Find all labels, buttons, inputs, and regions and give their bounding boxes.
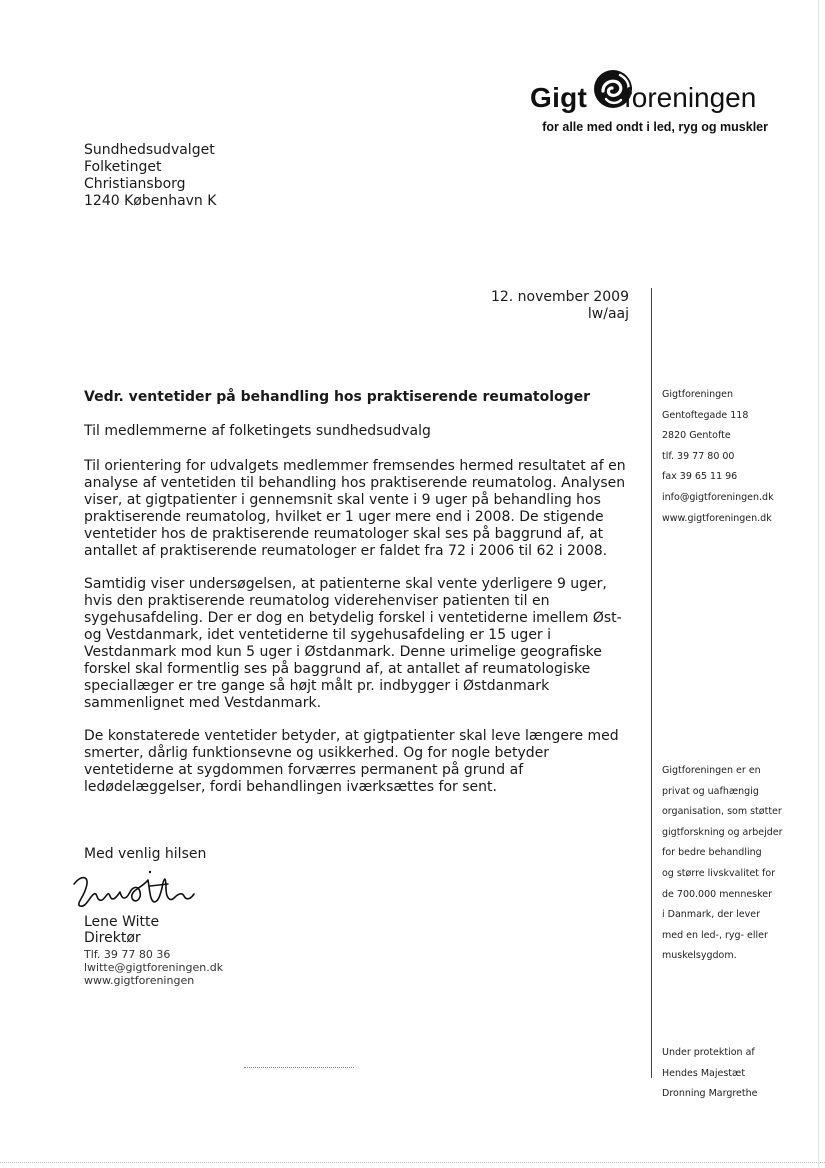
signer-name: Lene Witte xyxy=(84,914,160,930)
paragraph-line: analyse af ventetiden til behandling hos praktiserende reumatolog. Analysen xyxy=(84,475,626,491)
signer-web: www.gigtforeningen xyxy=(84,974,195,987)
sidebar-about-line: privat og uafhængig xyxy=(662,785,759,797)
sidebar-about-line: for bedre behandling xyxy=(662,847,762,859)
scan-edge-line xyxy=(0,1162,825,1163)
sidebar-divider xyxy=(651,288,652,1078)
sidebar-contact-line: fax 39 65 11 96 xyxy=(662,471,738,483)
signer-contact xyxy=(84,948,223,987)
paragraph-line: ledødelæggelser, fordi behandlingen iværksættes for sent. xyxy=(84,779,497,795)
sidebar-about-line: med en led-, ryg- eller xyxy=(662,929,768,941)
paragraph-line: sygehusafdeling. Der er dog en betydelig forskel i ventetiderne imellem Øst- xyxy=(84,610,622,626)
sidebar-about-line: organisation, som støtter xyxy=(662,806,782,818)
sidebar-contact-line: info@gigtforeningen.dk xyxy=(662,491,774,503)
paragraph-line: antallet af praktiserende reumatologer er faldet fra 72 i 2006 til 62 i 2008. xyxy=(84,543,608,559)
letter-reference: lw/aaj xyxy=(587,306,629,322)
recipient-line: 1240 København K xyxy=(84,193,217,209)
paragraph-line: Vestdanmark mod kun 5 uger i Østdanmark. Denne urimelige geografiske xyxy=(84,644,602,660)
dotted-rule xyxy=(244,1067,354,1068)
page-edge xyxy=(818,0,819,1168)
handwritten-signature xyxy=(68,866,198,920)
letter-closing: Med venlig hilsen xyxy=(84,846,207,862)
paragraph-line: sammenlignet med Vestdanmark. xyxy=(84,695,322,711)
recipient-line: Christiansborg xyxy=(84,176,186,192)
logo-tagline: for alle med ondt i led, ryg og muskler xyxy=(542,120,768,134)
paragraph-line: ventetider hos de praktiserende reumatologer skal ses på baggrund af, at xyxy=(84,526,604,542)
sidebar-about-line: gigtforskning og arbejder xyxy=(662,826,783,838)
sidebar-patron-line: Under protektion af xyxy=(662,1047,755,1058)
sidebar-patron-line: Dronning Margrethe xyxy=(662,1088,758,1100)
sidebar-about-line: Gigtforeningen er en xyxy=(662,765,761,776)
paragraph-line: viser, at gigtpatienter i gennemsnit skal vente i 9 uger på behandling hos xyxy=(84,492,601,508)
paragraph-line: forskel skal formentlig ses på baggrund af, at antallet af reumatologiske xyxy=(84,661,591,677)
sidebar-contact-line: www.gigtforeningen.dk xyxy=(662,512,772,524)
sidebar-contact-line: 2820 Gentofte xyxy=(662,430,731,442)
gigtforeningen-logo xyxy=(530,62,790,142)
letter-subject: Vedr. ventetider på behandling hos praktiserende reumatologer xyxy=(84,389,591,405)
paragraph-line: hvis den praktiserende reumatolog viderehenviser patienten til en xyxy=(84,593,550,609)
signer-email: lwitte@gigtforeningen.dk xyxy=(84,961,224,974)
sidebar-about-line: muskelsygdom. xyxy=(662,950,737,962)
sidebar-about-line: de 700.000 mennesker xyxy=(662,888,773,900)
body-paragraph xyxy=(84,458,629,560)
paragraph-line: speciallæger er tre gange så højt målt pr. indbygger i Østdanmark xyxy=(84,678,550,694)
paragraph-line: Til orientering for udvalgets medlemmer fremsendes hermed resultatet af en xyxy=(84,458,626,474)
date-block xyxy=(491,289,629,323)
sidebar-about xyxy=(662,761,783,967)
paragraph-line: Samtidig viser undersøgelsen, at patienterne skal vente yderligere 9 uger, xyxy=(84,576,607,592)
recipient-line: Sundhedsudvalget xyxy=(84,142,215,158)
logo-word-gigt: Gigt xyxy=(530,82,588,113)
body-paragraph xyxy=(84,728,629,796)
sidebar-contact-line: Gigtforeningen xyxy=(662,389,734,400)
sidebar-about-line: og større livskvalitet for xyxy=(662,867,776,879)
paragraph-line: De konstaterede ventetider betyder, at gigtpatienter skal leve længere med xyxy=(84,728,619,744)
sidebar-contact xyxy=(662,385,774,529)
letter-salutation: Til medlemmerne af folketingets sundhedsudvalg xyxy=(84,423,431,439)
sidebar-patron-line: Hendes Majestæt xyxy=(662,1067,746,1079)
sidebar-contact-line: tlf. 39 77 80 00 xyxy=(662,450,735,462)
sidebar-contact-line: Gentoftegade 118 xyxy=(662,409,749,421)
letter-date: 12. november 2009 xyxy=(490,289,629,305)
paragraph-line: ventetiderne at sygdommen forværres permanent på grund af xyxy=(84,762,524,778)
paragraph-line: smerter, dårlig funktionsevne og usikkerhed. Og for nogle betyder xyxy=(84,745,550,761)
paragraph-line: praktiserende reumatolog, hvilket er 1 uger mere end i 2008. De stigende xyxy=(84,509,604,525)
signer-block xyxy=(84,914,159,946)
body-paragraph xyxy=(84,576,629,712)
recipient-line: Folketinget xyxy=(84,159,162,175)
sidebar-patron xyxy=(662,1043,758,1105)
logo-word-foreningen: foreningen xyxy=(624,82,757,113)
recipient-address xyxy=(84,142,216,210)
sidebar-about-line: i Danmark, der lever xyxy=(662,909,760,921)
signer-title: Direktør xyxy=(84,930,141,946)
paragraph-line: og Vestdanmark, idet ventetiderne til sygehusafdeling er 15 uger i xyxy=(84,627,552,643)
signer-phone: Tlf. 39 77 80 36 xyxy=(84,948,171,961)
